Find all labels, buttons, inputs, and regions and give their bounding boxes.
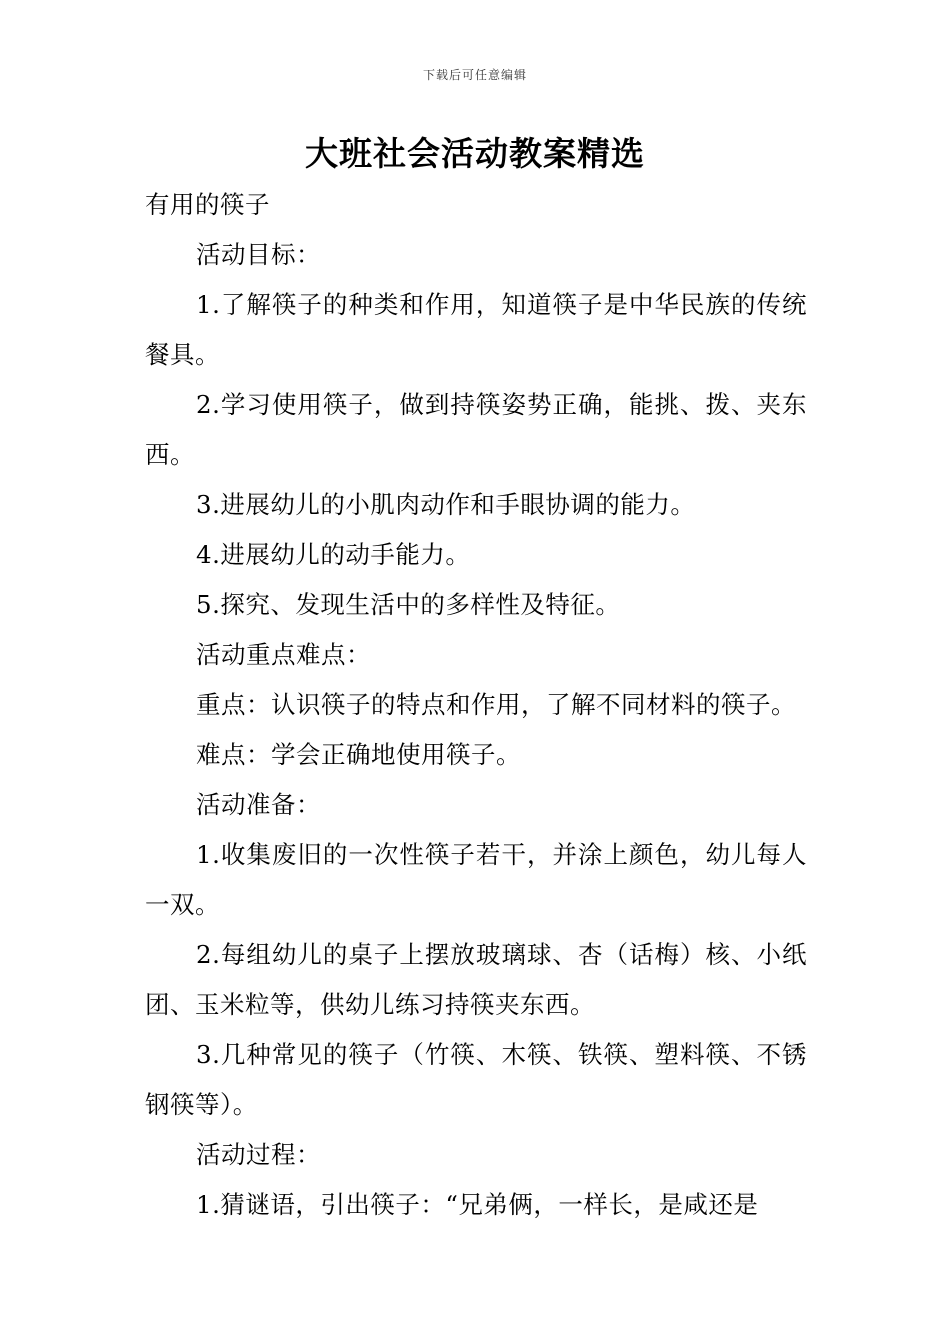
goal-item: 2.学习使用筷子，做到持筷姿势正确，能挑、拨、夹东西。 xyxy=(145,390,807,469)
document-body xyxy=(145,180,807,1230)
heading-activity-preparation: 活动准备： xyxy=(196,790,321,819)
heading-key-difficult-points: 活动重点难点： xyxy=(196,640,371,669)
process-item: 1.猜谜语，引出筷子：“兄弟俩，一样长，是咸还是 xyxy=(196,1190,759,1219)
preparation-item: 2.每组幼儿的桌子上摆放玻璃球、杏（话梅）核、小纸团、玉米粒等，供幼儿练习持筷夹东西。 xyxy=(145,940,807,1019)
goal-item: 1.了解筷子的种类和作用，知道筷子是中华民族的传统餐具。 xyxy=(145,290,807,369)
preparation-item: 3.几种常见的筷子（竹筷、木筷、铁筷、塑料筷、不锈钢筷等）。 xyxy=(145,1040,807,1119)
document-title: 大班社会活动教案精选 xyxy=(305,134,645,173)
heading-activity-goals: 活动目标： xyxy=(196,240,321,269)
key-point: 重点：认识筷子的特点和作用，了解不同材料的筷子。 xyxy=(196,690,796,719)
difficult-point: 难点：学会正确地使用筷子。 xyxy=(196,740,521,769)
goal-item: 4.进展幼儿的动手能力。 xyxy=(196,540,471,569)
heading-activity-process: 活动过程： xyxy=(196,1140,321,1169)
goal-item: 5.探究、发现生活中的多样性及特征。 xyxy=(196,590,621,619)
header-note: 下载后可任意编辑 xyxy=(422,68,527,82)
section-heading-useful-chopsticks: 有用的筷子 xyxy=(145,190,270,219)
preparation-item: 1.收集废旧的一次性筷子若干，并涂上颜色，幼儿每人一双。 xyxy=(145,840,807,919)
goal-item: 3.进展幼儿的小肌肉动作和手眼协调的能力。 xyxy=(196,490,696,519)
